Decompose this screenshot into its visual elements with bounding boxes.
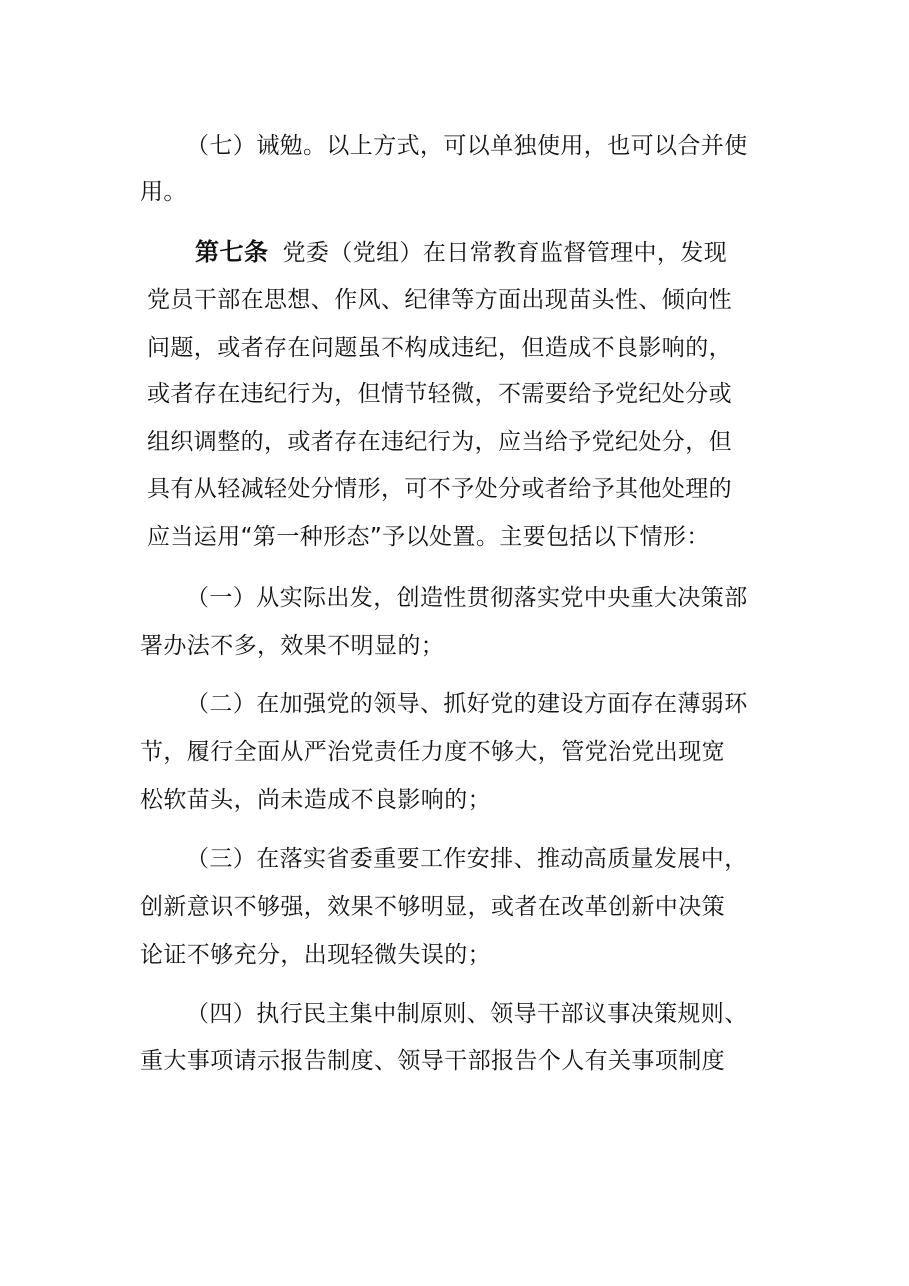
text-line: （一）从实际出发，创造性贯彻落实党中央重大决策部: [186, 585, 748, 611]
text-line: 或者存在违纪行为，但情节轻微，不需要给予党纪处分或: [147, 381, 732, 407]
text-line: （二）在加强党的领导、抓好党的建设方面存在薄弱环: [186, 691, 748, 717]
text-line: （三）在落实省委重要工作安排、推动高质量发展中，: [186, 846, 748, 872]
article-heading: [195, 237, 727, 268]
text-line: 党员干部在思想、作风、纪律等方面出现苗头性、倾向性: [147, 287, 732, 313]
text-line: 创新意识不够强，效果不够明显，或者在改革创新中决策: [140, 894, 725, 920]
text-line: 党委（党组）在日常教育监督管理中，发现: [282, 240, 728, 266]
text-line: 松软苗头，尚未造成不良影响的；: [140, 787, 491, 813]
text-line: 问题，或者存在问题虽不构成违纪，但造成不良影响的，: [147, 335, 732, 361]
text-line: 署办法不多，效果不明显的；: [140, 633, 445, 659]
text-line: 应当运用“第一种形态”予以处置。主要包括以下情形：: [147, 524, 710, 550]
text-line: 论证不够充分，出现轻微失误的；: [140, 942, 491, 968]
text-line: 重大事项请示报告制度、领导干部报告个人有关事项制度: [140, 1048, 725, 1074]
text-line: （四）执行民主集中制原则、领导干部议事决策规则、: [186, 1001, 748, 1027]
article-number: 第七条: [195, 238, 269, 266]
text-line: （七）诫勉。以上方式，可以单独使用，也可以合并使: [186, 133, 748, 159]
text-line: 节，履行全面从严治党责任力度不够大，管党治党出现宽: [140, 739, 725, 765]
text-line: 具有从轻减轻处分情形，可不予处分或者给予其他处理的: [147, 476, 732, 502]
text-line: 用。: [140, 179, 187, 205]
text-line: 组织调整的，或者存在违纪行为，应当给予党纪处分，但: [147, 429, 732, 455]
